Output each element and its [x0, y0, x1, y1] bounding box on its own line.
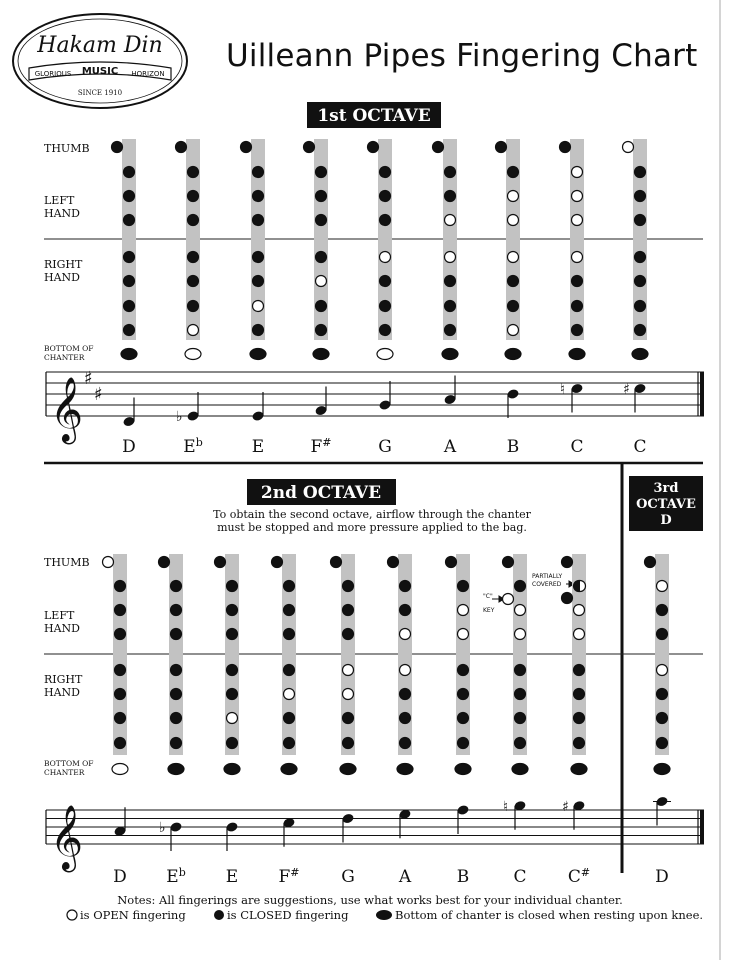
octave2-finger-hole	[400, 629, 411, 640]
octave3-thumb-hole	[645, 557, 656, 568]
octave1-finger-hole	[445, 252, 456, 263]
octave1-finger-hole	[124, 191, 135, 202]
octave1-finger-hole	[316, 252, 327, 263]
octave1-finger-hole	[124, 167, 135, 178]
octave2-finger-hole	[400, 738, 411, 749]
page-title: Uilleann Pipes Fingering Chart	[226, 38, 698, 74]
octave1-note-name: G	[378, 437, 392, 457]
octave1-thumb-hole	[304, 142, 315, 153]
octave3-finger-hole	[657, 738, 668, 749]
octave1-finger-hole	[445, 301, 456, 312]
octave2-note-name: C#	[567, 866, 591, 887]
octave2-finger-hole	[115, 581, 126, 592]
octave1-finger-hole	[380, 215, 391, 226]
octave2-thumb-label: THUMB	[44, 556, 90, 569]
octave2-finger-hole	[343, 738, 354, 749]
octave2-finger-hole	[515, 629, 526, 640]
octave1-finger-hole	[572, 167, 583, 178]
octave2-finger-hole	[171, 605, 182, 616]
octave1-finger-hole	[508, 191, 519, 202]
octave1-finger-hole	[253, 276, 264, 287]
octave2-bottom-hole	[512, 764, 528, 775]
octave1-finger-hole	[635, 276, 646, 287]
octave2-bottom-hole	[340, 764, 356, 775]
octave2-note-name: D	[113, 867, 127, 887]
octave1-finger-hole	[380, 301, 391, 312]
legend-closed-text: is CLOSED fingering	[227, 908, 349, 922]
octave2-finger-hole	[171, 581, 182, 592]
octave2-thumb-hole	[159, 557, 170, 568]
octave2-instructions-2: must be stopped and more pressure applied to the bag.	[217, 521, 527, 534]
octave1-bottom-hole	[121, 349, 137, 360]
legend-bottom-text: Bottom of chanter is closed when resting upon knee.	[395, 908, 704, 922]
octave1-note-name: $E^b$	[183, 436, 203, 457]
octave1-finger-hole	[188, 325, 199, 336]
octave2-finger-hole	[171, 629, 182, 640]
octave1-finger-hole	[445, 191, 456, 202]
octave2-finger-hole	[458, 689, 469, 700]
octave2-bottom-hole	[397, 764, 413, 775]
octave1-accidental-natural-icon: ♮	[560, 381, 566, 398]
octave1-finger-hole	[635, 215, 646, 226]
octave2-finger-hole	[171, 689, 182, 700]
octave1-finger-hole	[253, 252, 264, 263]
octave2-finger-hole	[115, 689, 126, 700]
octave1-thumb-hole	[241, 142, 252, 153]
octave2-finger-hole	[343, 713, 354, 724]
octave2-thumb-hole	[103, 557, 114, 568]
octave1-finger-hole	[380, 252, 391, 263]
octave2-note-name: G	[341, 867, 355, 887]
octave3-finger-hole	[657, 581, 668, 592]
octave1-finger-hole	[508, 252, 519, 263]
octave2-bottom-label-1: BOTTOM OF	[44, 759, 94, 768]
octave2-left-label-1: LEFT	[44, 609, 75, 622]
octave1-bottom-label-1: BOTTOM OF	[44, 344, 94, 353]
octave2-finger-hole	[515, 713, 526, 724]
octave2-finger-hole	[171, 713, 182, 724]
notes-line: Notes: All fingerings are suggestions, use what works best for your individual chanter.	[117, 893, 623, 907]
octave1-finger-hole	[572, 215, 583, 226]
octave3-bottom-hole	[654, 764, 670, 775]
octave1-finger-hole	[508, 215, 519, 226]
octave1-finger-hole	[572, 276, 583, 287]
octave2-finger-hole	[115, 665, 126, 676]
octave2-instructions-1: To obtain the second octave, airflow through the chanter	[213, 508, 531, 521]
octave2-left-label-2: HAND	[44, 622, 80, 635]
octave2-finger-hole	[400, 713, 411, 724]
octave2-thumb-hole	[562, 557, 573, 568]
octave2-finger-hole	[400, 605, 411, 616]
octave1-finger-hole	[380, 276, 391, 287]
octave3-finger-hole	[657, 689, 668, 700]
legend-open-icon	[67, 910, 77, 920]
octave1-finger-hole	[124, 325, 135, 336]
octave2-finger-hole	[458, 665, 469, 676]
octave2-finger-hole	[284, 581, 295, 592]
octave2-finger-hole	[284, 605, 295, 616]
octave1-finger-hole	[572, 301, 583, 312]
octave1-bottom-hole	[313, 349, 329, 360]
octave1-left-label-2: HAND	[44, 207, 80, 220]
legend-open-text: is OPEN fingering	[80, 908, 186, 922]
logo-word-left: GLORIOUS	[34, 70, 72, 78]
octave3-finger-hole	[657, 605, 668, 616]
octave2-finger-hole	[284, 665, 295, 676]
octave2-note-name: C	[513, 867, 527, 887]
octave1-finger-hole	[316, 215, 327, 226]
octave1-finger-hole	[253, 301, 264, 312]
octave1-note-name: E	[251, 437, 265, 457]
octave1-finger-hole	[572, 252, 583, 263]
octave2-finger-hole	[574, 629, 585, 640]
octave1-note-name: F#	[310, 436, 332, 457]
octave1-finger-hole	[253, 167, 264, 178]
octave2-note-name: E	[225, 867, 239, 887]
octave1-finger-hole	[124, 215, 135, 226]
octave1-note-name: C	[633, 437, 647, 457]
octave1-finger-hole	[445, 167, 456, 178]
octave1-note-name: C	[570, 437, 584, 457]
octave1-finger-hole	[635, 167, 646, 178]
octave2-bottom-hole	[455, 764, 471, 775]
octave1-finger-hole	[635, 252, 646, 263]
octave2-bottom-label-2: CHANTER	[44, 768, 85, 777]
octave2-finger-hole	[284, 713, 295, 724]
octave1-bottom-hole	[569, 349, 585, 360]
octave1-finger-hole	[445, 215, 456, 226]
octave2-thumb-hole	[503, 557, 514, 568]
octave2-header: 2nd OCTAVE	[260, 483, 382, 503]
octave1-finger-hole	[253, 215, 264, 226]
octave1-key-signature-sharp: ♯	[94, 384, 103, 405]
octave1-right-label-2: HAND	[44, 271, 80, 284]
octave1-finger-hole	[572, 325, 583, 336]
octave1-finger-hole	[316, 276, 327, 287]
octave2-finger-hole	[343, 605, 354, 616]
octave2-note-name: $E^b$	[166, 866, 186, 887]
partially-covered-label-1: PARTIALLY	[532, 573, 563, 580]
octave1-bottom-label-2: CHANTER	[44, 353, 85, 362]
octave2-finger-hole	[515, 605, 526, 616]
octave1-finger-hole	[124, 301, 135, 312]
c-key-label-2: KEY	[483, 607, 495, 614]
octave3-header-3: D	[660, 513, 672, 528]
octave2-right-label-2: HAND	[44, 686, 80, 699]
octave2-finger-hole	[458, 581, 469, 592]
octave2-finger-hole	[115, 629, 126, 640]
octave2-finger-hole	[284, 629, 295, 640]
octave1-finger-hole	[508, 276, 519, 287]
octave2-finger-hole	[343, 689, 354, 700]
octave1-note-name: A	[443, 437, 457, 457]
octave1-finger-hole	[253, 325, 264, 336]
octave2-thumb-hole	[331, 557, 342, 568]
octave1-thumb-hole	[112, 142, 123, 153]
octave2-thumb-hole	[272, 557, 283, 568]
octave2-finger-hole	[284, 689, 295, 700]
octave2-finger-hole	[458, 605, 469, 616]
octave1-bottom-hole	[185, 349, 201, 360]
octave1-finger-hole	[124, 252, 135, 263]
octave2-finger-hole	[115, 605, 126, 616]
octave1-finger-hole	[445, 276, 456, 287]
octave2-note-name: B	[456, 867, 470, 887]
octave2-accidental-natural-icon: ♮	[503, 798, 509, 815]
octave1-finger-hole	[188, 276, 199, 287]
octave2-accidental-sharp-icon: ♯	[562, 798, 569, 815]
octave1-finger-hole	[635, 325, 646, 336]
octave1-finger-hole	[188, 215, 199, 226]
octave2-finger-hole	[343, 665, 354, 676]
octave2-finger-hole	[574, 738, 585, 749]
octave1-finger-hole	[508, 167, 519, 178]
octave3-note-name: D	[655, 867, 669, 887]
octave1-treble-clef-icon: 𝄞	[50, 377, 84, 442]
octave1-finger-hole	[380, 191, 391, 202]
octave1-key-signature-sharp: ♯	[84, 368, 93, 389]
octave1-header: 1st OCTAVE	[317, 106, 431, 126]
octave2-bottom-hole	[571, 764, 587, 775]
octave1-finger-hole	[316, 167, 327, 178]
octave2-finger-hole	[227, 629, 238, 640]
octave2-finger-hole	[227, 605, 238, 616]
octave2-staff-end-thick	[700, 810, 704, 844]
octave1-finger-hole	[316, 301, 327, 312]
logo-brand-text: Hakam Din	[37, 33, 163, 58]
octave1-bottom-hole	[632, 349, 648, 360]
octave1-bottom-hole	[505, 349, 521, 360]
octave2-finger-hole	[574, 713, 585, 724]
octave2-treble-clef-icon: 𝄞	[50, 805, 84, 870]
c-key-hole	[503, 594, 514, 605]
logo-word-right: HORIZON	[131, 70, 165, 78]
logo-since-text: SINCE 1910	[77, 89, 123, 97]
logo-word-center: MUSIC	[81, 66, 119, 77]
octave1-finger-hole	[508, 325, 519, 336]
octave1-left-label-1: LEFT	[44, 194, 75, 207]
octave2-finger-hole	[458, 629, 469, 640]
octave1-finger-hole	[572, 191, 583, 202]
octave2-finger-hole	[400, 581, 411, 592]
octave1-finger-hole	[380, 325, 391, 336]
octave1-finger-hole	[253, 191, 264, 202]
octave1-thumb-hole	[496, 142, 507, 153]
octave2-finger-hole	[458, 713, 469, 724]
octave1-finger-hole	[380, 167, 391, 178]
legend-bottom-icon	[376, 910, 392, 920]
octave1-bottom-hole	[250, 349, 266, 360]
octave2-bottom-hole	[281, 764, 297, 775]
octave2-finger-hole	[343, 629, 354, 640]
octave3-finger-hole	[657, 665, 668, 676]
octave2-finger-hole	[284, 738, 295, 749]
octave2-bottom-hole	[168, 764, 184, 775]
octave2-finger-hole	[115, 713, 126, 724]
octave1-finger-hole	[316, 191, 327, 202]
octave2-finger-hole	[574, 689, 585, 700]
octave2-thumb-hole	[446, 557, 457, 568]
octave1-bottom-hole	[377, 349, 393, 360]
octave3-finger-hole	[657, 713, 668, 724]
octave2-finger-hole	[227, 665, 238, 676]
octave2-finger-hole	[574, 665, 585, 676]
octave1-finger-hole	[635, 301, 646, 312]
octave1-thumb-hole	[368, 142, 379, 153]
octave2-finger-hole	[227, 581, 238, 592]
octave2-thumb-hole	[215, 557, 226, 568]
octave2-bottom-hole	[224, 764, 240, 775]
octave1-finger-hole	[188, 167, 199, 178]
octave2-finger-hole	[343, 581, 354, 592]
octave2-finger-hole	[574, 605, 585, 616]
octave1-thumb-hole	[433, 142, 444, 153]
octave2-finger-hole	[171, 738, 182, 749]
octave2-finger-hole	[171, 665, 182, 676]
octave2-finger-hole	[515, 665, 526, 676]
octave2-finger-hole	[227, 738, 238, 749]
octave2-right-label-1: RIGHT	[44, 673, 83, 686]
octave1-finger-hole	[188, 252, 199, 263]
octave1-thumb-label: THUMB	[44, 142, 90, 155]
octave2-finger-hole	[515, 689, 526, 700]
octave1-finger-hole	[188, 191, 199, 202]
octave1-accidental-sharp-icon: ♯	[623, 381, 630, 398]
legend-closed-icon	[214, 910, 224, 920]
octave1-finger-hole	[635, 191, 646, 202]
octave2-finger-hole	[400, 665, 411, 676]
octave2-finger-hole	[115, 738, 126, 749]
octave2-accidental-flat-icon: ♭	[159, 820, 166, 836]
c-sharp-extra-hole	[562, 593, 573, 604]
octave1-finger-hole	[188, 301, 199, 312]
octave2-finger-hole	[515, 738, 526, 749]
octave1-finger-hole	[508, 301, 519, 312]
octave2-bottom-hole	[112, 764, 128, 775]
octave2-thumb-hole	[388, 557, 399, 568]
partially-covered-label-2: COVERED	[532, 581, 562, 588]
octave1-note-name: B	[506, 437, 520, 457]
octave1-staff-end-thick	[700, 372, 704, 416]
octave3-header-2: OCTAVE	[636, 497, 696, 512]
c-key-label-1: "C"	[483, 593, 493, 600]
octave1-thumb-hole	[623, 142, 634, 153]
octave1-bottom-hole	[442, 349, 458, 360]
octave2-note-name: A	[398, 867, 412, 887]
octave2-finger-hole	[400, 689, 411, 700]
octave1-note-name: D	[122, 437, 136, 457]
octave1-thumb-hole	[176, 142, 187, 153]
octave2-finger-hole	[227, 689, 238, 700]
octave2-finger-hole	[227, 713, 238, 724]
octave2-note-name: F#	[278, 866, 300, 887]
octave3-header-1: 3rd	[653, 481, 679, 496]
octave1-finger-hole	[316, 325, 327, 336]
octave1-finger-hole	[445, 325, 456, 336]
octave1-finger-hole	[124, 276, 135, 287]
octave2-finger-hole	[515, 581, 526, 592]
octave1-thumb-hole	[560, 142, 571, 153]
octave2-finger-hole	[458, 738, 469, 749]
octave1-accidental-flat-icon: ♭	[176, 409, 183, 425]
octave1-right-label-1: RIGHT	[44, 258, 83, 271]
octave3-finger-hole	[657, 629, 668, 640]
